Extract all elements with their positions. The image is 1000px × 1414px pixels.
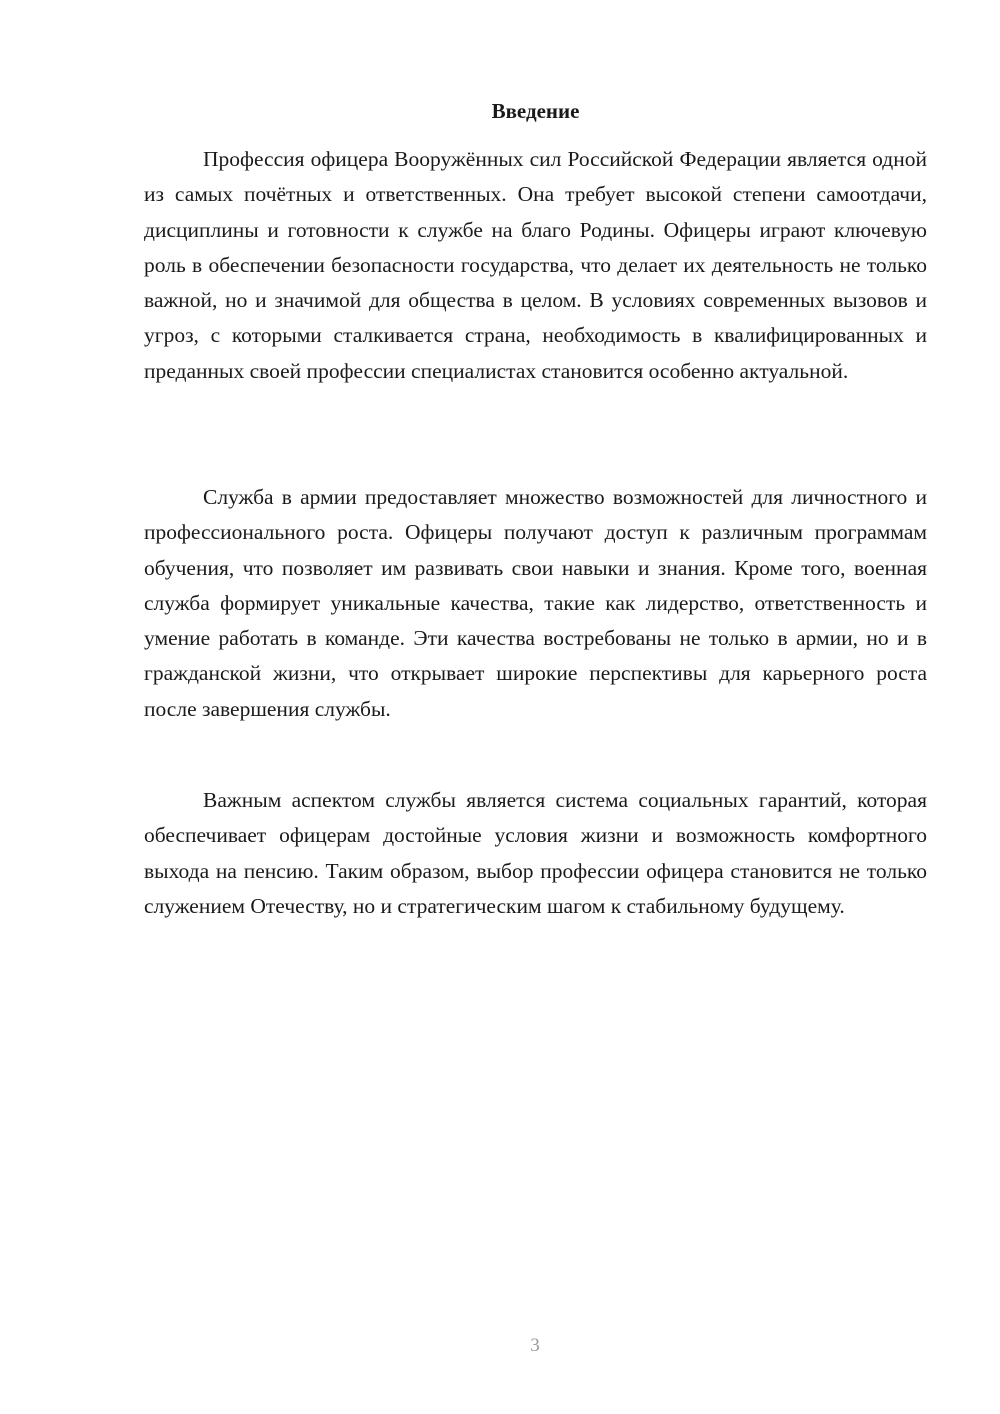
paragraph-social-guarantees: Важным аспектом службы является система социальных гарантий, которая обеспечивает офицерам достойные условия жизни и возможность комфортного выхода на пенсию. Таким образом, выбор профессии офицера становится не только служением Отечеству, но и стратегическим шагом к стабильному будущему. [144,788,927,918]
paragraph-career-growth: Служба в армии предоставляет множество возможностей для личностного и профессионального роста. Офицеры получают доступ к различным программам обучения, что позволяет им развивать свои навыки и знания. Кроме того, военная служба формирует уникальные качества, такие как лидерство, ответственность и умение работать в команде. Эти качества востребованы не только в армии, но и в гражданской жизни, что открывает широкие перспективы для карьерного роста после завершения службы. [144,485,927,721]
section-heading: Введение [491,99,580,123]
paragraph-intro: Профессия офицера Вооружённых сил Российской Федерации является одной из самых почётных и ответственных. Она требует высокой степени самоотдачи, дисциплины и готовности к службе на благо Родины. Офицеры играют ключевую роль в обеспечении безопасности государства, что делает их деятельность не только важной, но и значимой для общества в целом. В условиях современных вызовов и угроз, с которыми сталкивается страна, необходимость в квалифицированных и преданных своей профессии специалистах становится особенно актуальной. [144,147,927,383]
page-number: 3 [530,1335,540,1356]
